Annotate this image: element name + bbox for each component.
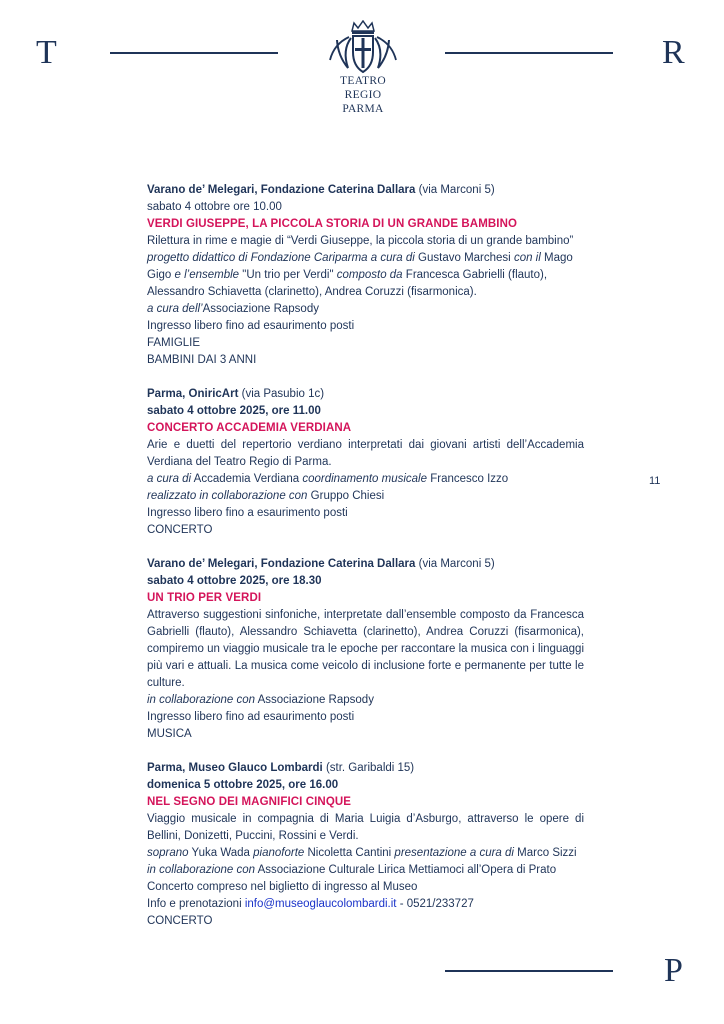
event-title: VERDI GIUSEPPE, LA PICCOLA STORIA DI UN GRANDE BAMBINO xyxy=(147,218,518,230)
footer-letter-p: P xyxy=(664,952,683,989)
logo-line-1: TEATRO REGIO xyxy=(340,75,386,101)
event-datetime: domenica 5 ottobre 2025, ore 16.00 xyxy=(147,779,339,791)
event-description: Viaggio musicale in compagnia di Maria Luigia d’Asburgo, attraverso le opere di Bellini, Donizetti, Puccini, Rossini e Verdi. xyxy=(147,813,584,842)
credit-name: Associazione Rapsody xyxy=(255,694,374,706)
credit-name: Associazione Rapsody xyxy=(202,303,319,315)
event-venue: Parma, Museo Glauco Lombardi xyxy=(147,762,323,774)
event-category: CONCERTO xyxy=(147,915,213,927)
credit-role: in collaborazione con xyxy=(147,694,256,706)
event-curator xyxy=(147,301,584,318)
credit-role: in collaborazione con xyxy=(147,864,256,876)
event-entry: Ingresso libero fino ad esaurimento posti xyxy=(147,320,355,332)
event-info xyxy=(147,896,584,913)
event-venue: Varano de’ Melegari, Fondazione Caterina Dallara xyxy=(147,558,416,570)
event-credits xyxy=(147,488,584,505)
credit-name: Francesco Izzo xyxy=(427,473,509,485)
event-title: NEL SEGNO DEI MAGNIFICI CINQUE xyxy=(147,796,352,808)
event-description: Rilettura in rime e magie di “Verdi Giuseppe, la piccola storia di un grande bambino” xyxy=(147,235,574,247)
credit-role: pianoforte xyxy=(253,847,305,859)
crown-shield-icon xyxy=(326,20,400,74)
teatro-regio-logo xyxy=(322,20,404,116)
event-entry: Ingresso libero fino ad esaurimento posti xyxy=(147,711,355,723)
event-credits xyxy=(147,845,584,862)
event-item xyxy=(147,182,584,369)
info-phone: - 0521/233727 xyxy=(396,898,474,910)
event-description: Arie e duetti del repertorio verdiano interpretati dai giovani artisti dell’Accademia Verdiana del Teatro Regio di Parma. xyxy=(147,439,584,468)
header-letter-t: T xyxy=(36,34,57,71)
credit-role: progetto didattico di Fondazione Cariparma a cura di xyxy=(147,252,415,264)
event-category: CONCERTO xyxy=(147,524,213,536)
credit-role: soprano xyxy=(147,847,189,859)
credit-name: Accademia Verdiana xyxy=(191,473,303,485)
credit-name: Marco Sizzi xyxy=(513,847,577,859)
credit-name: Francesca Gabrielli (flauto), Alessandro Schiavetta (clarinetto), Andrea Coruzzi (fisarmonica). xyxy=(147,269,548,298)
event-title: CONCERTO ACCADEMIA VERDIANA xyxy=(147,422,352,434)
event-address: (via Pasubio 1c) xyxy=(241,388,325,400)
event-description: Attraverso suggestioni sinfoniche, interpretate dall’ensemble composto da Francesca Gabrielli (flauto), Alessandro Schiavetta (clarinetto), Andrea Coruzzi (fisarmonica), compiremo un viaggio musicale tra le epoche per raccontare la musica con i linguaggi più vari e attuali. La musica come veicolo di inclusione forte e permanente per tutte le culture. xyxy=(147,609,584,689)
event-address: (str. Garibaldi 15) xyxy=(325,762,415,774)
logo-line-2: PARMA xyxy=(342,103,384,115)
info-label: Info e prenotazioni xyxy=(147,898,245,910)
email-link[interactable]: info@museoglaucolombardi.it xyxy=(244,898,397,910)
event-venue-line xyxy=(147,760,584,777)
event-category: MUSICA xyxy=(147,728,192,740)
credit-role: a cura di xyxy=(147,473,192,485)
event-venue-line xyxy=(147,556,584,573)
credit-role: con il xyxy=(513,252,541,264)
credit-name: Associazione Culturale Lirica Mettiamoci all’Opera di Prato xyxy=(255,864,557,876)
event-title: UN TRIO PER VERDI xyxy=(147,592,262,604)
header-rule-right xyxy=(445,52,613,54)
event-category: FAMIGLIE xyxy=(147,337,201,349)
credit-name: "Un trio per Verdi" xyxy=(239,269,337,281)
event-credits xyxy=(147,250,584,301)
credit-name: Yuka Wada xyxy=(188,847,254,859)
event-credits xyxy=(147,692,584,709)
event-credits xyxy=(147,471,584,488)
credit-name: Gustavo Marchesi xyxy=(414,252,514,264)
event-address: (via Marconi 5) xyxy=(418,558,495,570)
event-entry: Ingresso libero fino a esaurimento posti xyxy=(147,507,348,519)
event-item xyxy=(147,386,584,539)
credit-role: coordinamento musicale xyxy=(302,473,428,485)
credit-role: presentazione a cura di xyxy=(394,847,514,859)
credit-role: a cura dell’ xyxy=(147,303,203,315)
event-datetime: sabato 4 ottobre 2025, ore 11.00 xyxy=(147,405,321,417)
event-datetime: sabato 4 ottobre ore 10.00 xyxy=(147,201,282,213)
credit-role: composto da xyxy=(336,269,403,281)
page-number: 11 xyxy=(649,475,661,487)
event-category: BAMBINI DAI 3 ANNI xyxy=(147,354,257,366)
event-entry: Concerto compreso nel biglietto di ingresso al Museo xyxy=(147,881,418,893)
event-venue-line xyxy=(147,386,584,403)
event-venue: Parma, OniricArt xyxy=(147,388,239,400)
event-address: (via Marconi 5) xyxy=(418,184,495,196)
event-venue: Varano de’ Melegari, Fondazione Caterina Dallara xyxy=(147,184,416,196)
event-item xyxy=(147,760,584,930)
credit-name: Mago Gigo xyxy=(147,252,573,281)
event-item xyxy=(147,556,584,743)
footer-rule xyxy=(445,970,613,972)
event-venue-line xyxy=(147,182,584,199)
credit-name: Gruppo Chiesi xyxy=(307,490,385,502)
credit-role: realizzato in collaborazione con xyxy=(147,490,308,502)
credit-name: Nicoletta Cantini xyxy=(304,847,395,859)
header-rule-left xyxy=(110,52,278,54)
event-list xyxy=(147,182,584,947)
credit-role: e l’ensemble xyxy=(174,269,240,281)
event-datetime: sabato 4 ottobre 2025, ore 18.30 xyxy=(147,575,322,587)
event-credits xyxy=(147,862,584,879)
header-letter-r: R xyxy=(662,34,685,71)
